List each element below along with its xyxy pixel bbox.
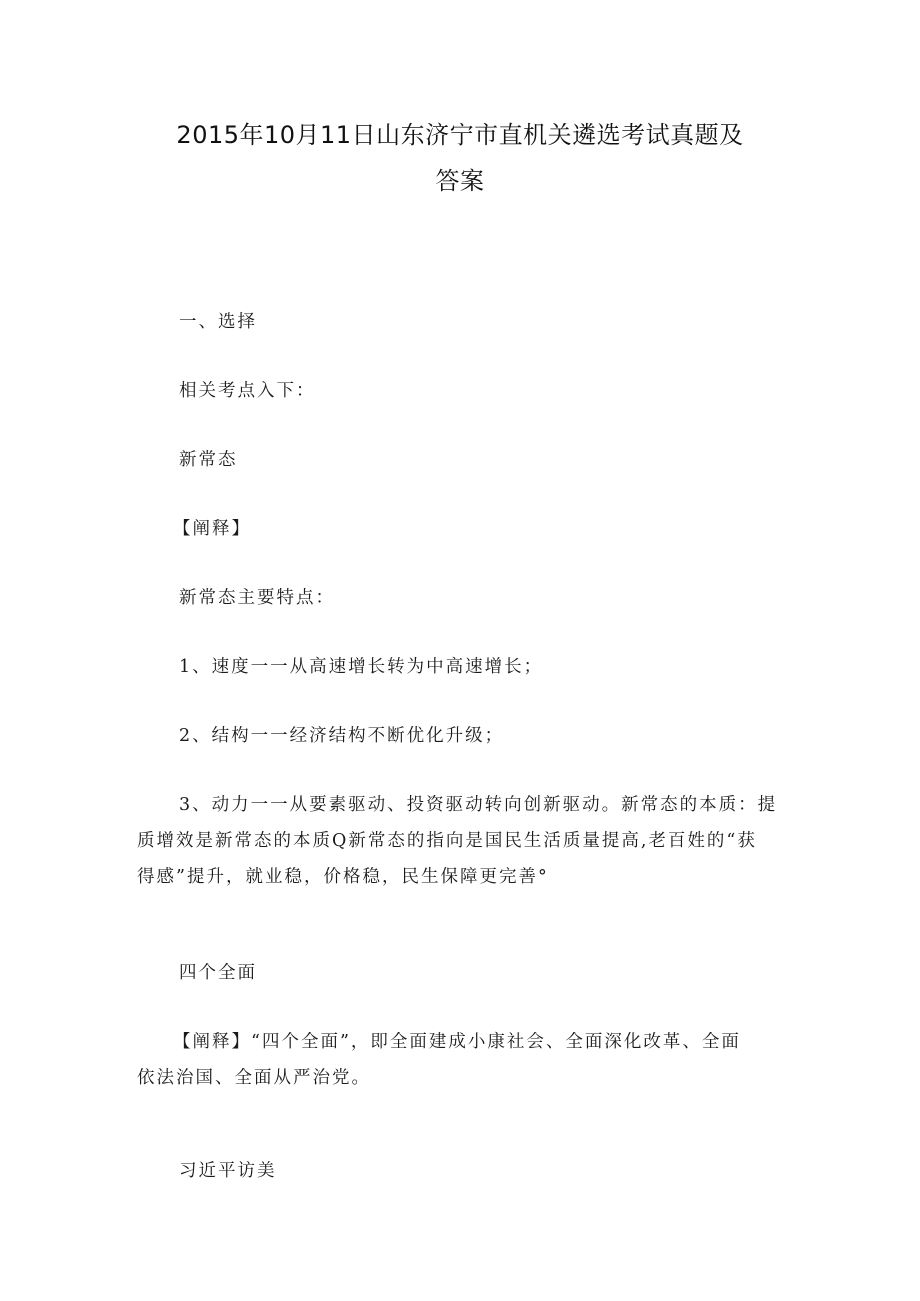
title-line-2: 答案 [435, 167, 485, 195]
paragraph-line: 质增效是新常态的本质Q新常态的指向是国民生活质量提高,老百姓的“获 [137, 831, 757, 851]
paragraph-line: 一、选择 [179, 312, 257, 332]
explanation-label [137, 511, 823, 547]
list-item-structure [137, 718, 829, 754]
paragraph-line: 四个全面 [179, 963, 257, 983]
section-heading-choice [137, 304, 829, 340]
title-line-1: 2015年10月11日山东济宁市直机关遴选考试真题及 [176, 121, 744, 149]
paragraph-line: 新常态 [179, 450, 238, 470]
paragraph-four-comprehensives-explanation [137, 1024, 787, 1096]
paragraph-line: 新常态主要特点： [179, 588, 335, 608]
paragraph-line: 习近平访美 [179, 1161, 277, 1181]
topic-heading-new-normal [137, 442, 829, 478]
paragraph-line: 1、速度一一从高速增长转为中高速增长； [179, 657, 544, 677]
list-item-speed [137, 649, 829, 685]
paragraph-line: 3、动力一一从要素驱动、投资驱动转向创新驱动。新常态的本质：提 [179, 795, 778, 815]
paragraph-line: 【阐释】 [173, 519, 251, 539]
paragraph-key-points-intro [137, 373, 829, 409]
topic-heading-xi-visit-us [137, 1153, 829, 1189]
document-title [130, 112, 790, 204]
paragraph-line: 得感”提升，就业稳，价格稳，民生保障更完善° [137, 867, 549, 887]
paragraph-line: 2、结构一一经济结构不断优化升级； [179, 726, 505, 746]
topic-heading-four-comprehensives [137, 955, 829, 991]
list-item-power [137, 787, 787, 895]
paragraph-features-intro [137, 580, 829, 616]
paragraph-line: 依法治国、全面从严治党。 [137, 1068, 371, 1088]
paragraph-line: 【阐释】“四个全面”，即全面建成小康社会、全面深化改革、全面 [173, 1032, 741, 1052]
paragraph-line: 相关考点入下： [179, 381, 316, 401]
